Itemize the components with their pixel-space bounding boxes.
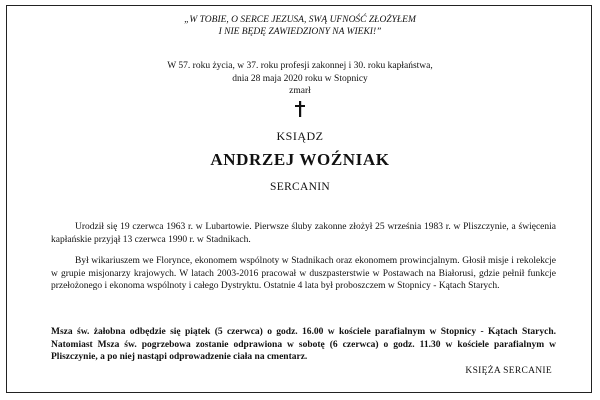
death-notice-line-3: zmarł — [289, 86, 311, 96]
motto-line-2: I NIE BĘDĘ ZAWIEDZIONY NA WIEKI!” — [218, 27, 382, 37]
motto-line-1: „W TOBIE, O SERCE JEZUSA, SWĄ UFNOŚĆ ZŁOŻYŁEM — [184, 15, 416, 25]
cross-glyph — [294, 101, 306, 117]
death-notice-line-2: dnia 28 maja 2020 roku w Stopnicy — [232, 73, 368, 84]
death-notice — [0, 60, 600, 98]
latin-cross-icon — [0, 101, 600, 120]
biography-paragraph-1: Urodził się 19 czerwca 1963 r. w Lubartowie. Pierwsze śluby zakonne złożył 25 września 1983 r. w Pliszczynie, a święcenia kapłańskie przyjął 13 czerwca 1990 r. w Stadnikach. — [51, 222, 556, 245]
deceased-name: ANDRZEJ WOŹNIAK — [210, 150, 390, 169]
clerical-title: KSIĄDZ — [276, 129, 324, 143]
motto-quote — [0, 14, 600, 38]
biography-paragraph-2: Był wikariuszem we Florynce, ekonomem wspólnoty w Stadnikach oraz ekonomem prowincjalnym. Głosił misje i rekolekcje w grupie misjonarzy krajowych. W latach 2003-2016 pracował w duszpasterstwie w Postawach na Białorusi, gdzie pełnił funkcje przełożonego i ekonoma wspólnoty i całego Dystryktu. Ostatnie 4 lata był proboszczem w Stopnicy - Kątach Starych. — [51, 256, 556, 291]
religious-order: SERCANIN — [270, 181, 330, 193]
death-notice-line-1: W 57. roku życia, w 37. roku profesji zakonnej i 30. roku kapłaństwa, — [167, 61, 433, 71]
funeral-announcement: Msza św. żałobna odbędzie się piątek (5 czerwca) o godz. 16.00 w kościele parafialnym w Stopnicy - Kątach Starych. Natomiast Msza św. pogrzebowa zostanie odprawiona w sobotę (6 czerwca) o godz. 11.30 w kościele parafialnym w Pliszczynie, a po niej nastąpi odprowadzenie ciała na cmentarz. — [51, 327, 556, 362]
signature: KSIĘŻA SERCANIE — [465, 366, 552, 376]
